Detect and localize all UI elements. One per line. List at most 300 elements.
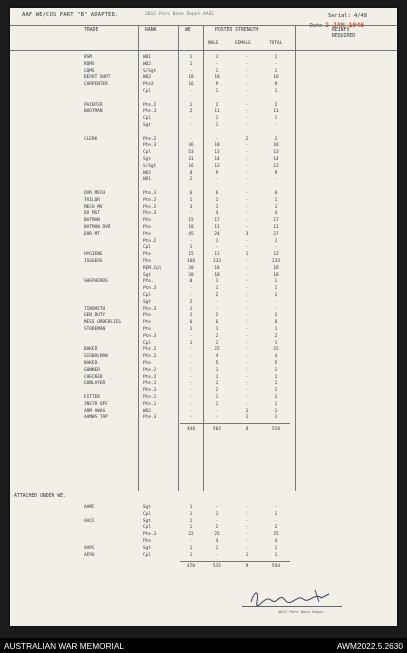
cell-total: 6 bbox=[274, 320, 278, 326]
cell-male: 4 bbox=[215, 354, 219, 360]
cell-female: - bbox=[245, 197, 249, 203]
col-head-female: FEMALE bbox=[235, 41, 251, 46]
cell-total: 1 bbox=[274, 367, 278, 373]
cell-rank: Cpl bbox=[143, 245, 151, 251]
cell-male: - bbox=[215, 505, 219, 510]
cell-rank: S/Sgt bbox=[143, 68, 157, 74]
cell-rank: WO2 bbox=[143, 408, 151, 414]
cell-we: 36 bbox=[188, 143, 194, 149]
cell-we: - bbox=[189, 361, 193, 366]
cell-rank: REM.Cpl bbox=[143, 265, 162, 271]
cell-female: - bbox=[245, 361, 249, 366]
cell-male: - bbox=[215, 552, 219, 558]
cell-male: 13 bbox=[214, 163, 220, 169]
cell-male: 9 bbox=[215, 170, 219, 176]
cell-rank: Pte bbox=[143, 225, 151, 230]
cell-male: 6 bbox=[215, 320, 219, 326]
cell-we: 1 bbox=[189, 505, 193, 510]
cell-we: - bbox=[189, 347, 193, 353]
cell-female: - bbox=[245, 123, 249, 128]
cell-total: 233 bbox=[272, 259, 280, 264]
cell-we: - bbox=[189, 539, 193, 544]
cell-we: 1 bbox=[189, 518, 193, 524]
cell-female: - bbox=[245, 313, 249, 319]
cell-male: 1 bbox=[215, 68, 219, 74]
col-rule-posted bbox=[203, 25, 204, 491]
cell-total: 11 bbox=[273, 109, 279, 115]
cell-male: 1 bbox=[215, 123, 219, 128]
signature-line bbox=[242, 606, 342, 607]
cell-total: 27 bbox=[273, 231, 279, 237]
cell-trade: CARPENTER bbox=[84, 82, 108, 88]
col-head-we: WE bbox=[185, 28, 191, 33]
cell-total: 4 bbox=[274, 539, 278, 544]
cell-total: 1 bbox=[274, 340, 278, 346]
cell-rank: Sgt bbox=[143, 505, 151, 510]
cell-rank: Pte.3 bbox=[143, 211, 157, 217]
cell-male: 4 bbox=[215, 211, 219, 217]
cell-we: - bbox=[189, 388, 193, 394]
cell-male: 1 bbox=[215, 286, 219, 292]
cell-male: 11 bbox=[214, 225, 220, 230]
cell-male: 2 bbox=[215, 102, 219, 108]
cell-male: 1 bbox=[215, 327, 219, 332]
col-head-posted: POSTED STRENGTH bbox=[215, 28, 259, 33]
cell-we: 20 bbox=[188, 265, 194, 271]
cell-rank: Pte.1 bbox=[143, 401, 157, 407]
cell-total: - bbox=[274, 518, 278, 524]
cell-total: 13 bbox=[273, 150, 279, 156]
cell-male: 22 bbox=[214, 347, 220, 353]
cell-we: - bbox=[189, 211, 193, 217]
total-rule bbox=[180, 561, 290, 562]
cell-rank: WO2 bbox=[143, 75, 151, 81]
cell-we: - bbox=[189, 401, 193, 407]
cell-total: 10 bbox=[273, 75, 279, 81]
cell-female: - bbox=[245, 109, 249, 115]
col-head-reqd: REINFS REQUIRED bbox=[332, 28, 356, 39]
cell-male: 1 bbox=[215, 197, 219, 203]
cell-we: 1 bbox=[189, 525, 193, 531]
cell-female: 1 bbox=[245, 408, 249, 414]
cell-female: - bbox=[245, 532, 249, 538]
cell-we: - bbox=[189, 415, 193, 421]
cell-rank: Pte bbox=[143, 313, 151, 319]
subtotal-rule bbox=[180, 423, 290, 424]
cell-female: - bbox=[245, 286, 249, 292]
cell-female: - bbox=[245, 170, 249, 176]
cell-trade: HYGIENE bbox=[84, 252, 103, 258]
cell-total: 1 bbox=[274, 552, 278, 558]
cell-trade: BATMAN bbox=[84, 218, 100, 224]
cell-female: - bbox=[245, 265, 249, 271]
cell-female: - bbox=[245, 259, 249, 264]
cell-total: 1 bbox=[274, 408, 278, 414]
cell-female: - bbox=[245, 327, 249, 332]
cell-rank: Pte bbox=[143, 252, 151, 258]
cell-we: 6 bbox=[189, 320, 193, 326]
cell-rank: Pte.3 bbox=[143, 388, 157, 394]
cell-male: 2 bbox=[215, 388, 219, 394]
cell-male: 24 bbox=[214, 231, 220, 237]
cell-we: 1 bbox=[189, 102, 193, 108]
cell-total: 11 bbox=[273, 225, 279, 230]
cell-rank: Cpl bbox=[143, 116, 151, 122]
serial-number: Serial: 4/48 bbox=[328, 13, 367, 19]
cell-rank: WO2 bbox=[143, 61, 151, 67]
cell-female: - bbox=[245, 55, 249, 60]
cell-female: 3 bbox=[245, 231, 249, 237]
cell-rank: WO1 bbox=[143, 55, 151, 60]
cell-we: - bbox=[189, 354, 193, 360]
cell-we: 1 bbox=[189, 245, 193, 251]
cell-rank: Pte.2 bbox=[143, 374, 157, 380]
col-head-trade: TRADE bbox=[84, 28, 99, 33]
cell-male: 1 bbox=[215, 511, 219, 517]
cell-rank: Pte.2 bbox=[143, 367, 157, 373]
cell-trade: AFPU bbox=[84, 552, 95, 558]
cell-total: 22 bbox=[273, 347, 279, 353]
cell-trade: STOREMAN bbox=[84, 327, 106, 332]
cell-female: - bbox=[245, 204, 249, 210]
cell-we: - bbox=[189, 68, 193, 74]
cell-total: 2 bbox=[274, 136, 278, 142]
cell-female: - bbox=[245, 116, 249, 122]
cell-rank: Cpl bbox=[143, 552, 151, 558]
cell-we: 8 bbox=[189, 279, 193, 285]
cell-male: - bbox=[215, 415, 219, 421]
cell-female: - bbox=[245, 143, 249, 149]
cell-male: 11 bbox=[214, 109, 220, 115]
cell-rank: Pte.2 bbox=[143, 204, 157, 210]
cell-we: - bbox=[189, 408, 193, 414]
cell-total: 4 bbox=[274, 211, 278, 217]
cell-rank: Sgt bbox=[143, 299, 151, 305]
cell-male: 1 bbox=[215, 89, 219, 94]
cell-we: 2 bbox=[189, 313, 193, 319]
cell-we: - bbox=[189, 395, 193, 400]
cell-total: 1 bbox=[274, 55, 278, 60]
cell-total: 18 bbox=[273, 265, 279, 271]
cell-female: - bbox=[245, 177, 249, 183]
col-rule-we bbox=[178, 25, 179, 491]
cell-we: 1 bbox=[189, 197, 193, 203]
cell-trade: CLERK bbox=[84, 136, 98, 142]
cell-rank: Pte.3 bbox=[143, 109, 157, 115]
cell-male: 17 bbox=[214, 218, 220, 224]
cell-we: - bbox=[189, 89, 193, 94]
cell-female: - bbox=[245, 374, 249, 380]
cell-we: 1 bbox=[189, 511, 193, 517]
cell-trade: BOOTMAN bbox=[84, 109, 103, 115]
cell-trade: AAMWS TAP bbox=[84, 415, 108, 421]
subtotal-female: 8 bbox=[245, 427, 249, 433]
cell-trade: RSM bbox=[84, 55, 92, 60]
cell-male: - bbox=[215, 408, 219, 414]
cell-we: - bbox=[189, 238, 193, 244]
cell-female: - bbox=[245, 367, 249, 373]
cell-we: 2 bbox=[189, 177, 193, 183]
cell-rank: Pte.3 bbox=[143, 333, 157, 339]
cell-male: 10 bbox=[214, 75, 220, 81]
cell-total: 1 bbox=[274, 279, 278, 285]
cell-total: 13 bbox=[273, 163, 279, 169]
cell-female: - bbox=[245, 191, 249, 196]
cell-total: 4 bbox=[274, 354, 278, 360]
cell-trade: DEPOT SUPT bbox=[84, 75, 111, 81]
cell-trade: GUNLAYER bbox=[84, 381, 106, 387]
cell-we: 1 bbox=[189, 552, 193, 558]
cell-female: 2 bbox=[245, 136, 249, 142]
cell-total: 2 bbox=[274, 102, 278, 108]
cell-male: - bbox=[215, 299, 219, 305]
cell-rank: Pte bbox=[143, 259, 151, 264]
document-page bbox=[10, 8, 397, 626]
date-label: Date bbox=[310, 23, 323, 29]
cell-female: - bbox=[245, 299, 249, 305]
cell-we: - bbox=[189, 333, 193, 339]
cell-male: 5 bbox=[215, 361, 219, 366]
cell-we: - bbox=[189, 136, 193, 142]
cell-total: 1 bbox=[274, 374, 278, 380]
cell-rank: Pte.3 bbox=[143, 143, 157, 149]
cell-total: 2 bbox=[274, 388, 278, 394]
cell-total: 6 bbox=[274, 191, 278, 196]
cell-female: - bbox=[245, 293, 249, 298]
cell-female: - bbox=[245, 102, 249, 108]
cell-we: 1 bbox=[189, 545, 193, 551]
cell-trade: BAKER bbox=[84, 347, 98, 353]
cell-female: 1 bbox=[245, 415, 249, 421]
cell-rank: Pte bbox=[143, 320, 151, 326]
cell-female: 1 bbox=[245, 552, 249, 558]
cell-trade: SHEPHERDS bbox=[84, 279, 108, 285]
cell-trade: DVR MT bbox=[84, 231, 100, 237]
cell-trade: MESS ORDERLIES bbox=[84, 320, 122, 326]
cell-total: 12 bbox=[273, 252, 279, 258]
signature-caption: ADLI Pers Base Depot bbox=[278, 609, 324, 614]
cell-female: - bbox=[245, 163, 249, 169]
cell-we: 2 bbox=[189, 109, 193, 115]
cell-we: 45 bbox=[188, 231, 194, 237]
cell-male: 2 bbox=[215, 525, 219, 531]
cell-rank: Pte.1 bbox=[143, 381, 157, 387]
cell-trade: ARM AWAS bbox=[84, 408, 106, 414]
cell-female: - bbox=[245, 272, 249, 278]
cell-male: 4 bbox=[215, 539, 219, 544]
cell-trade: CHECKER bbox=[84, 374, 103, 380]
cell-total: 1 bbox=[274, 415, 278, 421]
cell-male: 1 bbox=[215, 545, 219, 551]
cell-rank: Pte.2 bbox=[143, 347, 157, 353]
cell-male: 1 bbox=[215, 340, 219, 346]
total-male: 535 bbox=[213, 564, 221, 570]
cell-total: 25 bbox=[273, 532, 279, 538]
cell-rank: Pte. bbox=[143, 279, 154, 285]
cell-rank: Pte.2 bbox=[143, 238, 157, 244]
cell-total: - bbox=[274, 306, 278, 312]
cell-trade: INSTR OFF bbox=[84, 401, 108, 407]
cell-total: 1 bbox=[274, 395, 278, 400]
cell-rank: Cpl bbox=[143, 340, 151, 346]
cell-female: - bbox=[245, 320, 249, 326]
footer-institution: AUSTRALIAN WAR MEMORIAL bbox=[4, 641, 125, 651]
cell-total: 1 bbox=[274, 401, 278, 407]
cell-we: 6 bbox=[189, 191, 193, 196]
cell-rank: Pte.1 bbox=[143, 395, 157, 400]
cell-male: 1 bbox=[215, 367, 219, 373]
cell-female: - bbox=[245, 75, 249, 81]
cell-we: 10 bbox=[188, 75, 194, 81]
cell-total: 5 bbox=[274, 361, 278, 366]
cell-male: 2 bbox=[215, 333, 219, 339]
archive-footer bbox=[0, 638, 407, 653]
cell-male: 2 bbox=[215, 313, 219, 319]
cell-rank: Pte.3 bbox=[143, 415, 157, 421]
cell-female: - bbox=[245, 539, 249, 544]
cell-trade: DVR MECH bbox=[84, 191, 106, 196]
cell-male: 1 bbox=[215, 116, 219, 122]
cell-female: - bbox=[245, 306, 249, 312]
cell-rank: Cpl bbox=[143, 150, 151, 156]
cell-male: 1 bbox=[215, 374, 219, 380]
cell-we: 1 bbox=[189, 340, 193, 346]
cell-female: - bbox=[245, 388, 249, 394]
cell-we: 1 bbox=[189, 327, 193, 332]
cell-male: 9 bbox=[215, 82, 219, 88]
cell-trade: GEN DUTY bbox=[84, 313, 106, 319]
cell-male: 1 bbox=[215, 401, 219, 407]
cell-male: 14 bbox=[214, 157, 220, 162]
col-rule-rank bbox=[138, 25, 139, 491]
cell-total: 9 bbox=[274, 170, 278, 176]
cell-rank: WO2 bbox=[143, 170, 151, 176]
cell-we: 31 bbox=[188, 157, 194, 162]
cell-female: - bbox=[245, 381, 249, 387]
cell-trade: FITTER bbox=[84, 395, 100, 400]
cell-rank: Pte.2 bbox=[143, 197, 157, 203]
cell-we: - bbox=[189, 123, 193, 128]
cell-total: 2 bbox=[274, 293, 278, 298]
cell-male: - bbox=[215, 245, 219, 251]
cell-rank: Pte bbox=[143, 231, 151, 237]
cell-female: - bbox=[245, 89, 249, 94]
cell-rank: Sgt bbox=[143, 157, 151, 162]
cell-total: - bbox=[274, 123, 278, 128]
cell-trade: BATMAN DVR bbox=[84, 225, 111, 230]
cell-total: 1 bbox=[274, 511, 278, 517]
cell-we: 22 bbox=[188, 532, 194, 538]
cell-rank: Cpl bbox=[143, 525, 151, 531]
cell-male: 6 bbox=[215, 191, 219, 196]
cell-we: 3 bbox=[189, 204, 193, 210]
cell-we: 1 bbox=[189, 306, 193, 312]
subtotal-we: 448 bbox=[187, 427, 195, 433]
cell-rank: Pte.3 bbox=[143, 306, 157, 312]
cell-total: 1 bbox=[274, 286, 278, 292]
cell-we: - bbox=[189, 286, 193, 292]
footer-accession: AWM2022.5.2630 bbox=[336, 641, 403, 651]
cell-we: - bbox=[189, 381, 193, 387]
cell-rank: Pte bbox=[143, 327, 151, 332]
cell-female: - bbox=[245, 505, 249, 510]
cell-rank: Pte.3 bbox=[143, 191, 157, 196]
cell-rank: Pte bbox=[143, 539, 151, 544]
cell-rank: Cpl bbox=[143, 89, 151, 94]
total-female: 9 bbox=[245, 564, 249, 570]
cell-trade: DV MST bbox=[84, 211, 100, 217]
cell-male: 1 bbox=[215, 279, 219, 285]
cell-rank: S/Sgt bbox=[143, 163, 157, 169]
cell-female: - bbox=[245, 157, 249, 162]
cell-total: - bbox=[274, 177, 278, 183]
cell-female: - bbox=[245, 245, 249, 251]
cell-we: - bbox=[189, 116, 193, 122]
cell-male: 2 bbox=[215, 293, 219, 298]
cell-we: 16 bbox=[188, 163, 194, 169]
cell-rank: Pte bbox=[143, 361, 151, 366]
cell-rank: Cpl bbox=[143, 511, 151, 517]
cell-female: - bbox=[245, 354, 249, 360]
cell-male: 11 bbox=[214, 252, 220, 258]
cell-rank: Sgt bbox=[143, 518, 151, 524]
cell-female: - bbox=[245, 238, 249, 244]
cell-total: 1 bbox=[274, 197, 278, 203]
cell-male: 233 bbox=[213, 259, 221, 264]
cell-total: 2 bbox=[274, 525, 278, 531]
cell-rank: WO1 bbox=[143, 177, 151, 183]
cell-male: 18 bbox=[214, 265, 220, 271]
cell-male: 1 bbox=[215, 204, 219, 210]
cell-male: - bbox=[215, 136, 219, 142]
cell-we: 15 bbox=[188, 218, 194, 224]
col-rule-reqd bbox=[295, 25, 296, 491]
cell-rank: Sgt bbox=[143, 123, 151, 128]
date-stamp: 2 JAN 1946 bbox=[325, 21, 365, 29]
cell-we: 15 bbox=[188, 252, 194, 258]
cell-trade: TINSMITH bbox=[84, 306, 106, 312]
cell-total: - bbox=[274, 505, 278, 510]
cell-male: - bbox=[215, 61, 219, 67]
cell-rank: Cpl bbox=[143, 293, 151, 298]
cell-male: 1 bbox=[215, 395, 219, 400]
cell-we: - bbox=[189, 293, 193, 298]
cell-total: - bbox=[274, 61, 278, 67]
col-head-total: TOTAL bbox=[269, 41, 283, 46]
cell-trade: AAPC bbox=[84, 545, 95, 551]
cell-female: - bbox=[245, 150, 249, 156]
cell-rank: Pte.2 bbox=[143, 102, 157, 108]
cell-trade: MECH MV bbox=[84, 204, 103, 210]
cell-trade: BAKER bbox=[84, 361, 98, 366]
cell-rank: Pte bbox=[143, 218, 151, 224]
cell-trade: GUNNER bbox=[84, 367, 100, 373]
cell-total: 9 bbox=[274, 82, 278, 88]
cell-we: - bbox=[189, 374, 193, 380]
cell-male: 18 bbox=[214, 143, 220, 149]
cell-female: - bbox=[245, 61, 249, 67]
cell-female: 1 bbox=[245, 252, 249, 258]
cell-female: - bbox=[245, 211, 249, 217]
cell-trade: RQMS bbox=[84, 61, 95, 67]
cell-female: - bbox=[245, 347, 249, 353]
cell-we: 20 bbox=[188, 272, 194, 278]
form-title: AAF WE/COS PART "B" ADAPTED. bbox=[22, 12, 119, 18]
cell-female: - bbox=[245, 545, 249, 551]
cell-trade: ISSUERS bbox=[84, 259, 103, 264]
cell-rank: Pte2 bbox=[143, 82, 154, 88]
cell-total: 1 bbox=[274, 545, 278, 551]
